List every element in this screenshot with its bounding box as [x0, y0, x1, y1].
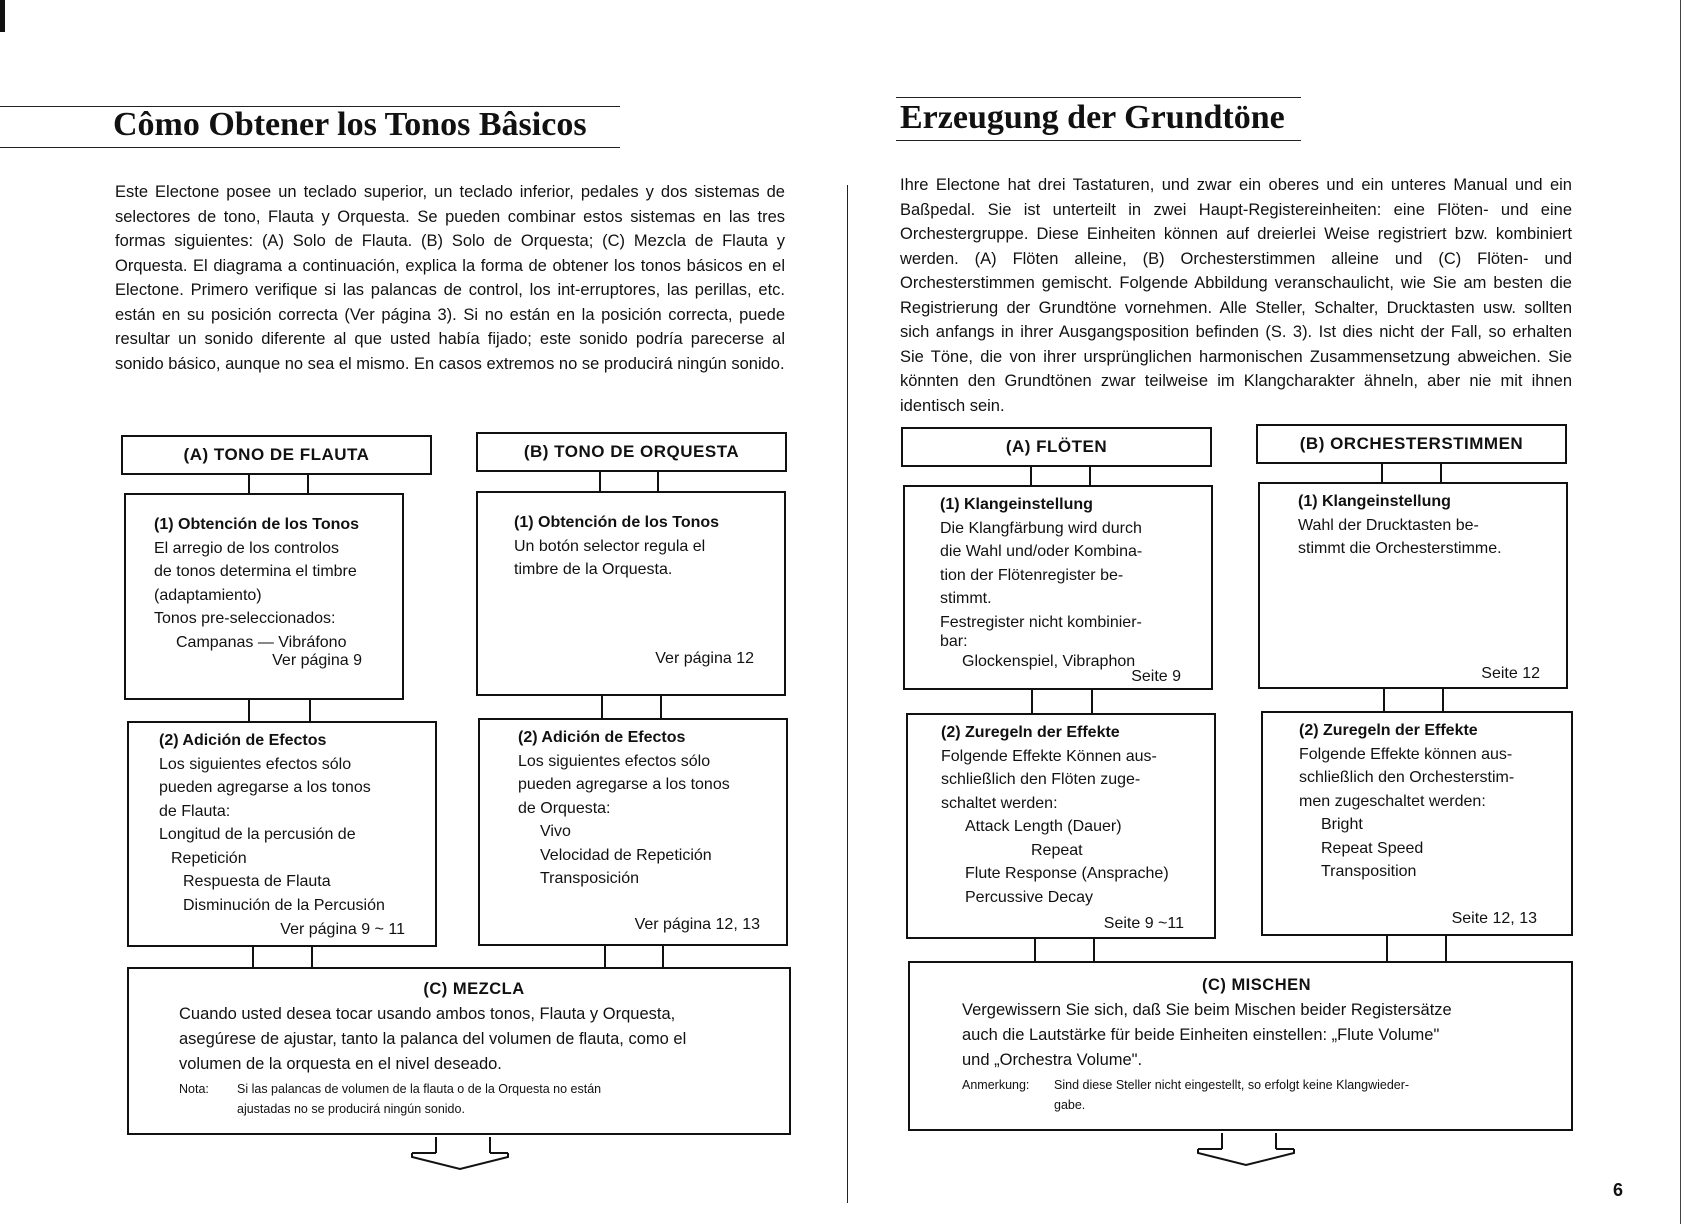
box-line: volumen de la orquesta en el nivel deseado. [179, 1055, 502, 1073]
box-heading: (1) Obtención de los Tonos [154, 516, 360, 533]
connector [1386, 936, 1388, 961]
connector [599, 472, 601, 492]
down-arrow-icon [410, 1135, 510, 1171]
box-heading: (1) Klangeinstellung [1298, 493, 1451, 510]
orchestra-header-label: (B) ORCHESTERSTIMMEN [1299, 434, 1524, 453]
box-line: Transposición [540, 870, 640, 887]
box-line: de tonos determina el timbre [154, 563, 357, 580]
page-reference: Seite 9 ~11 [1103, 915, 1184, 932]
box-heading: (2) Zuregeln der Effekte [941, 724, 1120, 741]
connector [309, 700, 311, 721]
page-divider [847, 185, 848, 1203]
orchestra-header [1256, 424, 1567, 464]
box-line: asegúrese de ajustar, tanto la palanca del volumen de flauta, como el [179, 1030, 687, 1048]
box-line: Disminución de la Percusión [183, 896, 385, 914]
box-line: und „Orchestra Volume". [962, 1051, 1143, 1069]
box-line: Percussive Decay [965, 888, 1094, 906]
orchestra-tone-header [476, 432, 787, 472]
box-line: Tonos pre-seleccionados: [154, 610, 336, 627]
box-line: Die Klangfärbung wird durch [940, 519, 1142, 537]
connector [604, 946, 606, 968]
connector [252, 947, 254, 968]
flute-effects-box [906, 713, 1216, 939]
page-reference: Ver página 9 ~ 11 [280, 921, 405, 938]
note-label: Nota: [179, 1082, 209, 1096]
box-line: Wahl der Drucktasten be- [1298, 516, 1479, 534]
box-line: schließlich den Flöten zuge- [941, 771, 1141, 788]
page-title: Erzeugung der Grundtöne [900, 99, 1285, 136]
box-line: El arregio de los controlos [154, 539, 339, 557]
box-line: Los siguientes efectos sólo [518, 752, 711, 770]
box-line: Glockenspiel, Vibraphon [962, 653, 1136, 670]
box-heading: (1) Klangeinstellung [940, 496, 1093, 513]
box-line: men zugeschaltet werden: [1299, 792, 1486, 810]
connector [1445, 936, 1447, 961]
flute-header [901, 427, 1212, 467]
box-heading: (2) Adición de Efectos [518, 729, 686, 746]
box-line: Longitud de la percusión de [159, 826, 356, 843]
title-rule-bottom [896, 140, 1301, 141]
page-number: 6 [1613, 1180, 1624, 1200]
connector [660, 696, 662, 718]
box-line: Repetición [171, 849, 247, 867]
orchestra-tone-setting-box [1258, 482, 1568, 689]
box-heading: (C) MISCHEN [1201, 976, 1312, 994]
connector [1031, 690, 1033, 713]
box-line: Festregister nicht kombinier- [940, 613, 1142, 631]
connector [311, 947, 313, 968]
binding-edge-mark [0, 0, 5, 32]
flute-tone-selection-box [124, 493, 404, 700]
flute-tone-header-label: (A) TONO DE FLAUTA [183, 445, 370, 464]
box-line: schaltet werden: [941, 794, 1058, 812]
box-line: Transposition [1321, 863, 1417, 880]
box-heading: (C) MEZCLA [423, 980, 525, 998]
box-line: Bright [1321, 816, 1363, 833]
page-reference: Seite 9 [1131, 668, 1181, 685]
connector [657, 472, 659, 492]
title-rule-bottom [0, 147, 620, 148]
box-line: Repeat Speed [1321, 839, 1424, 857]
intro-paragraph: Este Electone posee un teclado superior, un teclado inferior, pedales y dos sistemas de selectores de tono, Flauta y Orquesta. Se pueden combinar estos sistemas en las tres formas siguientes: (A) Solo de Flauta. (B) Solo de Orquesta; (C) Mezcla de Flauta y Orquesta. El diagrama a continuación, explica la forma de obtener los tonos básicos en el Electone. Primero verifique si las palancas de control, los int-erruptores, las perillas, etc. están en su posición correcta (Ver página 3). Si no están en la posición correcta, puede resultar un sonido diferente al que usted había fijado; este sonido podría parecerse al sonido básico, aunque no sea el mismo. En casos extremos no se producirá ningún sonido. [115, 183, 785, 373]
page-reference: Seite 12 [1481, 665, 1540, 682]
note-line: Si las palancas de volumen de la flauta o de la Orquesta no están [237, 1082, 602, 1096]
orchestra-tone-header-label: (B) TONO DE ORQUESTA [523, 442, 740, 461]
box-line: Respuesta de Flauta [183, 873, 331, 890]
connector [1093, 939, 1095, 963]
flute-tone-setting-box [903, 485, 1213, 690]
box-heading: (1) Obtención de los Tonos [514, 514, 720, 531]
box-line: de Flauta: [159, 802, 231, 820]
box-line: schließlich den Orchesterstim- [1299, 769, 1515, 786]
box-line: Folgende Effekte Können aus- [941, 747, 1157, 765]
box-line: auch die Lautstärke für beide Einheiten einstellen: „Flute Volume" [962, 1026, 1440, 1044]
box-line: Velocidad de Repetición [540, 846, 712, 864]
box-line: Campanas — Vibráfono [176, 633, 347, 651]
connector [1440, 464, 1442, 484]
connector [1089, 467, 1091, 485]
box-line: pueden agregarse a los tonos [518, 776, 730, 793]
box-heading: (2) Adición de Efectos [159, 732, 327, 749]
note [179, 1079, 769, 1119]
box-line: Attack Length (Dauer) [965, 818, 1122, 835]
box-line: stimmt die Orchesterstimme. [1298, 540, 1502, 557]
mix-box [127, 967, 791, 1135]
box-line: Vivo [540, 823, 571, 840]
connector [1030, 467, 1032, 485]
box-line: timbre de la Orquesta. [514, 561, 673, 578]
connector [1034, 939, 1036, 963]
box-line: Vergewissern Sie sich, daß Sie beim Mischen beider Registersätze [962, 1001, 1452, 1019]
box-line: bar: [940, 633, 968, 650]
box-line: pueden agregarse a los tonos [159, 779, 371, 796]
connector [1381, 464, 1383, 484]
note-line: Sind diese Steller nicht eingestellt, so erfolgt keine Klangwieder- [1054, 1078, 1410, 1092]
box-line: Los siguientes efectos sólo [159, 755, 352, 773]
orchestra-effects-box [478, 718, 788, 946]
connector [307, 475, 309, 493]
box-line: Un botón selector regula el [514, 537, 706, 555]
box-line: stimmt. [940, 590, 992, 607]
connector [1442, 689, 1444, 711]
box-line: tion der Flötenregister be- [940, 566, 1124, 584]
connector [1383, 689, 1385, 711]
note-line: ajustadas no se producirá ningún sonido. [237, 1102, 465, 1116]
note-line: gabe. [1054, 1098, 1086, 1112]
mix-box [908, 961, 1573, 1131]
page-reference: Ver página 9 [272, 652, 362, 669]
connector [248, 475, 250, 493]
orchestra-effects-box [1261, 711, 1573, 936]
page-reference: Ver página 12 [655, 650, 754, 667]
box-line: Folgende Effekte können aus- [1299, 745, 1513, 763]
page-reference: Ver página 12, 13 [634, 916, 760, 933]
connector [248, 700, 250, 721]
box-line: Repeat [1031, 841, 1083, 859]
flute-header-label: (A) FLÖTEN [1005, 437, 1108, 456]
box-line: die Wahl und/oder Kombina- [940, 543, 1143, 560]
page-reference: Seite 12, 13 [1451, 910, 1537, 927]
note [962, 1075, 1551, 1115]
down-arrow-icon [1196, 1131, 1296, 1167]
flute-tone-header [121, 435, 432, 475]
connector [662, 946, 664, 968]
box-line: de Orquesta: [518, 799, 611, 817]
note-label: Anmerkung: [962, 1078, 1030, 1092]
title-rule-top [896, 97, 1301, 98]
intro-paragraph: Ihre Electone hat drei Tastaturen, und zwar ein oberes und ein unteres Manual und ein Baßpedal. Sie ist unterteilt in zwei Haupt-Registereinheiten: eine Flöten- und eine Orchestergruppe. Diese Einheiten können auf dreierlei Weise registriert bzw. kombiniert werden. (A) Flöten alleine, (B) Orchesterstimmen alleine und (C) Flöten- und Orchesterstimmen gemischt. Folgende Abbildung veranschaulicht, wie Sie am besten die Registrierung der Grundtöne vornehmen. Alle Steller, Schalter, Drucktasten usw. sollten sich anfangs in ihrer Ausgangsposition befinden (S. 3). Ist dies nicht der Fall, so erhalten Sie Töne, die von ihrer ursprünglichen harmonischen Zusammensetzung abweichen. Sie könnten den Grundtönen zwar teilweise im Klangcharakter ähneln, aber nie mit ihnen identisch sein. [900, 176, 1572, 415]
page-title: Cômo Obtener los Tonos Bâsicos [113, 106, 587, 143]
orchestra-tone-selection-box [476, 491, 786, 696]
connector [601, 696, 603, 718]
box-line: (adaptamiento) [154, 586, 262, 604]
right-edge-line [1680, 0, 1681, 1224]
box-line: Flute Response (Ansprache) [965, 865, 1169, 882]
box-heading: (2) Zuregeln der Effekte [1299, 722, 1478, 739]
connector [1091, 690, 1093, 713]
box-line: Cuando usted desea tocar usando ambos tonos, Flauta y Orquesta, [179, 1005, 676, 1023]
flute-effects-box [127, 721, 437, 947]
